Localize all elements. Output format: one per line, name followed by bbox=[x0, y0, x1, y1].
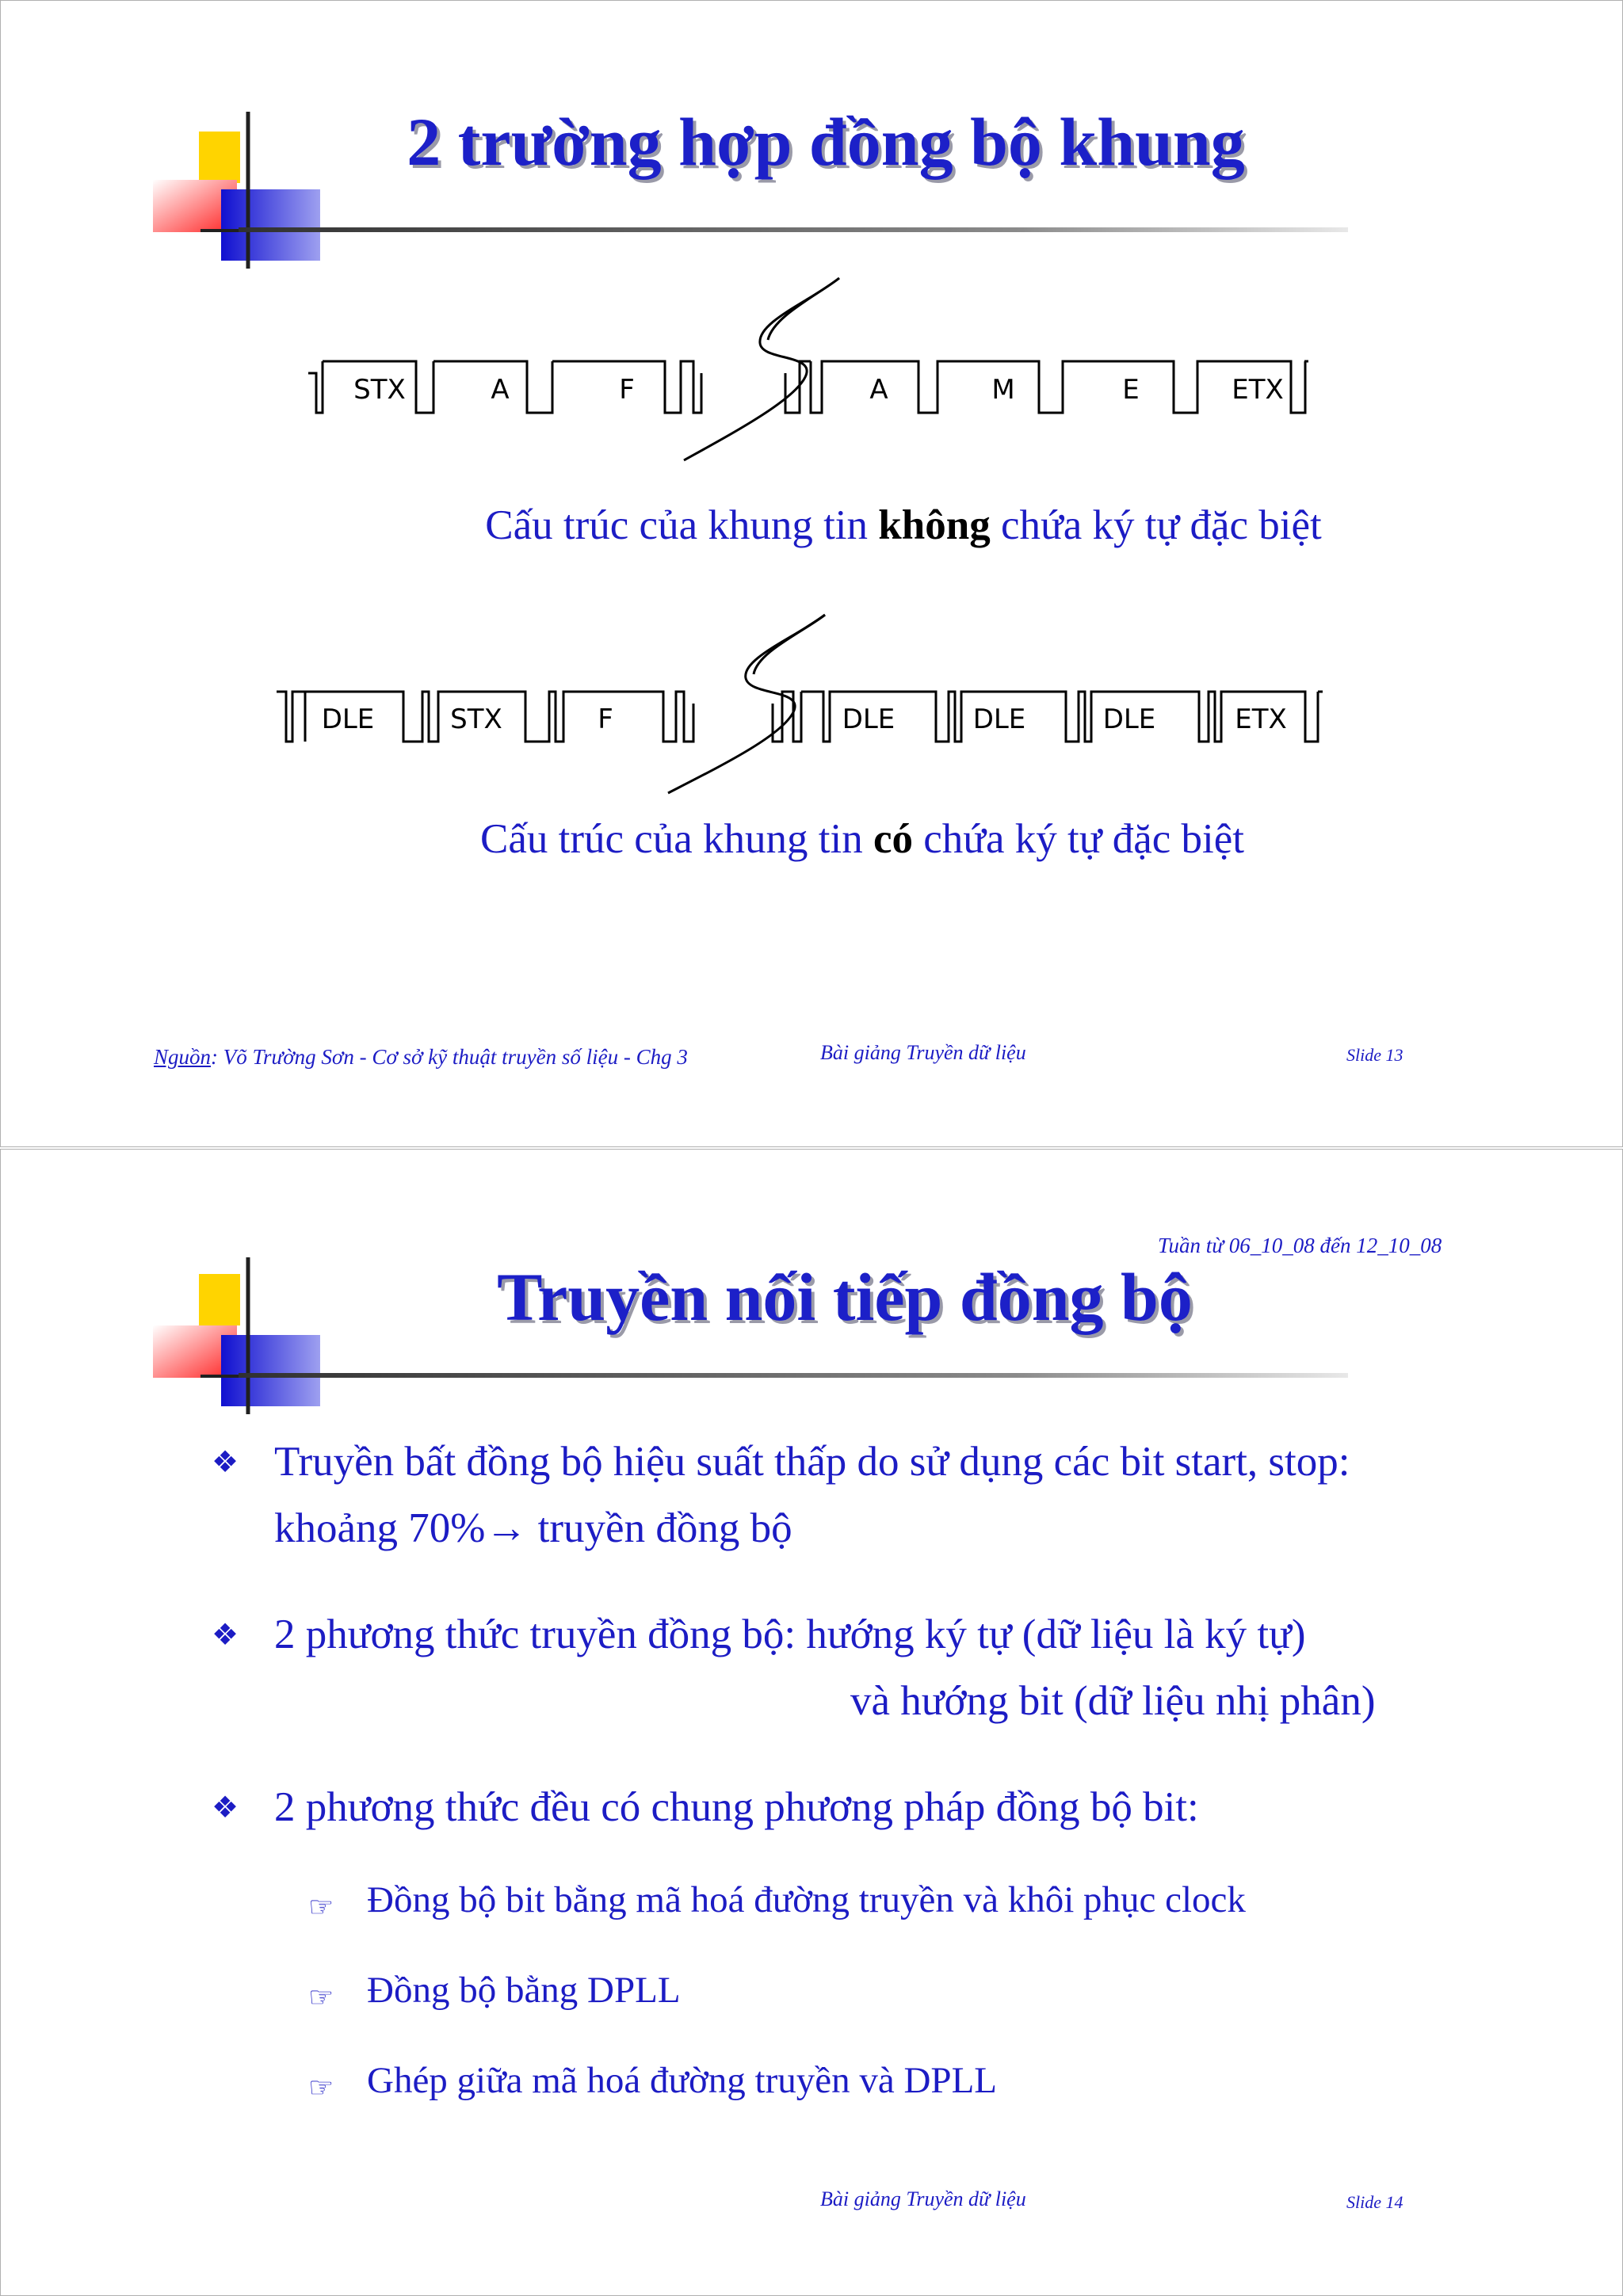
frame-field: M bbox=[991, 374, 1015, 406]
pointing-hand-icon: ☞ bbox=[308, 1981, 334, 2013]
title-underline bbox=[239, 227, 1348, 232]
frame-field: A bbox=[491, 374, 510, 406]
caption-with-special bbox=[52, 815, 1623, 863]
caption-text: Cấu trúc của khung tin bbox=[485, 502, 879, 548]
caption-text: chứa ký tự đặc biệt bbox=[990, 502, 1322, 548]
pointing-hand-icon: ☞ bbox=[308, 1891, 334, 1923]
source-text: : Võ Trường Sơn - Cơ sở kỹ thuật truyền số liệu - Chg 3 bbox=[211, 1045, 688, 1069]
frame1-labels bbox=[353, 374, 1284, 406]
frame-field: DLE bbox=[1102, 704, 1156, 735]
pointing-hand-icon: ☞ bbox=[308, 2072, 334, 2103]
sub-bullet-2: Đồng bộ bằng DPLL bbox=[367, 1970, 681, 2011]
title-underline bbox=[239, 1373, 1348, 1378]
footer-course: Bài giảng Truyền dữ liệu bbox=[820, 2187, 1026, 2210]
frame-field: F bbox=[619, 374, 635, 406]
frame-diagram-no-special-chars bbox=[308, 278, 1308, 460]
caption-text: chứa ký tự đặc biệt bbox=[913, 816, 1245, 862]
caption-no-special bbox=[93, 502, 1623, 549]
diamond-bullet-icon: ❖ bbox=[212, 1619, 239, 1652]
footer-course: Bài giảng Truyền dữ liệu bbox=[820, 1041, 1026, 1064]
frame-field: DLE bbox=[842, 704, 896, 735]
slide-14 bbox=[0, 1149, 1623, 2296]
bullet-2-line-2: và hướng bit (dữ liệu nhị phân) bbox=[850, 1678, 1376, 1724]
frame-field: DLE bbox=[972, 704, 1026, 735]
sub-bullet-1: Đồng bộ bit bằng mã hoá đường truyền và khôi phục clock bbox=[367, 1879, 1246, 1920]
slide-13 bbox=[0, 0, 1623, 1147]
bullet-1-line-2: khoảng 70%→ truyền đồng bộ bbox=[274, 1505, 792, 1551]
slide-number: Slide 13 bbox=[1346, 1045, 1403, 1065]
frame-field: E bbox=[1122, 374, 1140, 406]
frame-field: ETX bbox=[1235, 704, 1287, 735]
footer-source bbox=[154, 1045, 688, 1070]
caption-bold: không bbox=[878, 502, 991, 548]
frame-field: STX bbox=[450, 704, 502, 735]
slide-number: Slide 14 bbox=[1346, 2192, 1403, 2212]
frame-field: F bbox=[598, 704, 613, 735]
frame-field: ETX bbox=[1232, 374, 1284, 406]
frame-field: STX bbox=[353, 374, 406, 406]
slide-title: Truyền nối tiếp đồng bộ bbox=[497, 1259, 1193, 1335]
source-label: Nguồn bbox=[154, 1045, 212, 1069]
bullet-1-line-1: Truyền bất đồng bộ hiệu suất thấp do sử dụng các bit start, stop: bbox=[274, 1439, 1350, 1485]
diamond-bullet-icon: ❖ bbox=[212, 1791, 239, 1825]
week-note: Tuần từ 06_10_08 đến 12_10_08 bbox=[1158, 1234, 1442, 1257]
frame-field: A bbox=[869, 374, 888, 406]
frame2-labels bbox=[322, 704, 1287, 735]
caption-bold: có bbox=[873, 816, 914, 862]
slide-title: 2 trường hợp đồng bộ khung bbox=[407, 104, 1245, 180]
bullet-3: 2 phương thức đều có chung phương pháp đồng bộ bit: bbox=[274, 1784, 1199, 1830]
sub-bullet-3: Ghép giữa mã hoá đường truyền và DPLL bbox=[367, 2060, 997, 2101]
caption-text: Cấu trúc của khung tin bbox=[479, 816, 873, 862]
frame-field: DLE bbox=[321, 704, 375, 735]
frame-diagram-with-special-chars bbox=[277, 615, 1323, 793]
bullet-2-line-1: 2 phương thức truyền đồng bộ: hướng ký tự (dữ liệu là ký tự) bbox=[274, 1611, 1306, 1657]
diamond-bullet-icon: ❖ bbox=[212, 1446, 239, 1479]
